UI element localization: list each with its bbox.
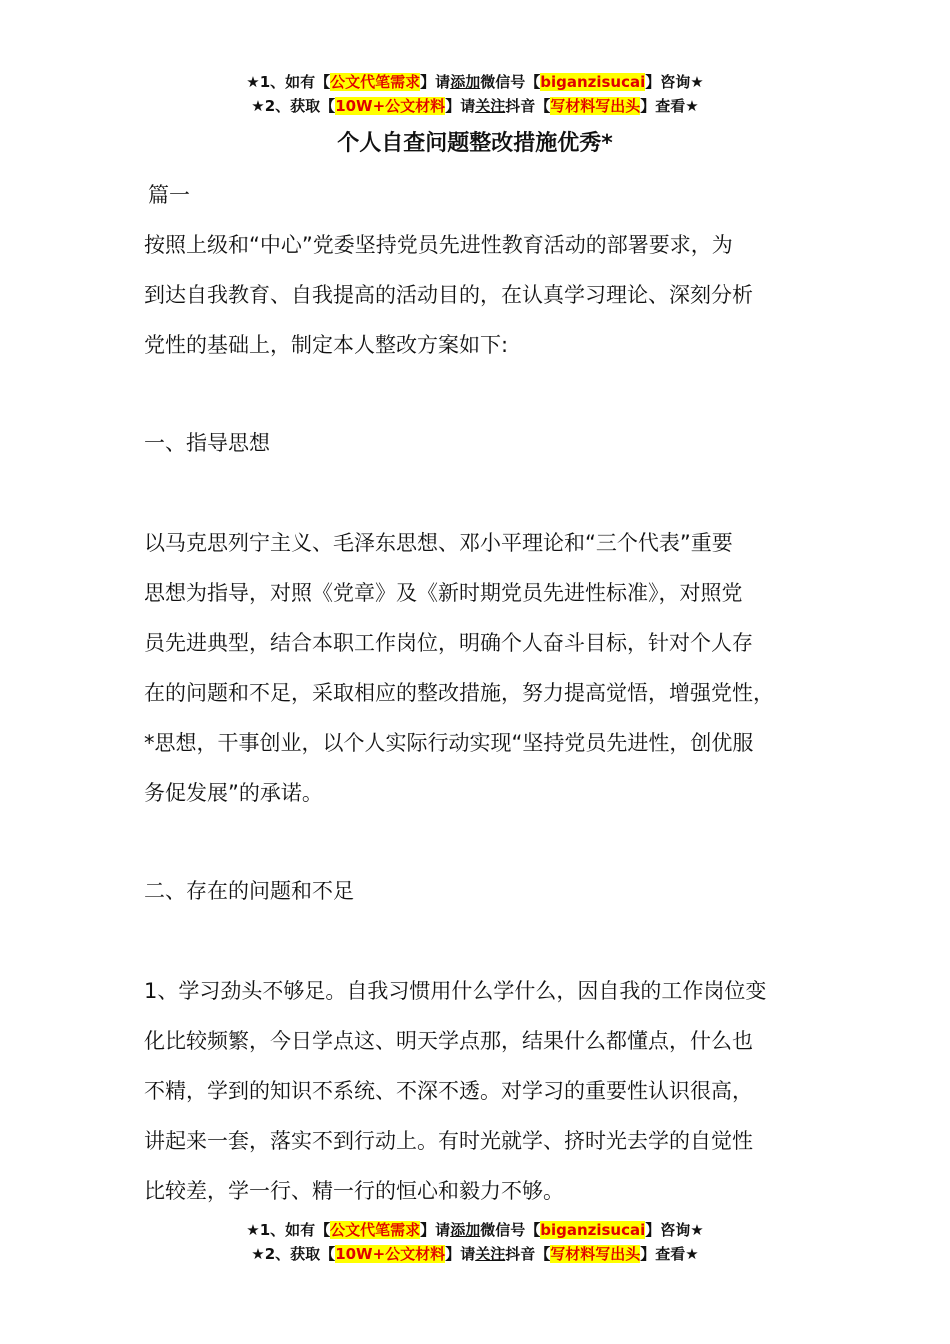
highlight-writing-service: 公文代笔需求 — [330, 73, 421, 91]
bottom-banner — [0, 1218, 950, 1266]
highlight-wechat-id: biganzisucai — [540, 73, 646, 91]
para1-line-3: 员先进典型，结合本职工作岗位，明确个人奋斗目标，针对个人存 — [144, 631, 753, 655]
para1-line-4: 在的问题和不足，采取相应的整改措施，努力提高觉悟，增强党性， — [144, 681, 774, 705]
para2-line-5: 比较差，学一行、精一行的恒心和毅力不够。 — [144, 1179, 564, 1203]
para1-line-2: 思想为指导，对照《党章》及《新时期党员先进性标准》，对照党 — [144, 581, 743, 605]
para2-line-3: 不精，学到的知识不系统、不深不透。对学习的重要性认识很高， — [144, 1079, 753, 1103]
para1-line-5: *思想，干事创业，以个人实际行动实现“坚持党员先进性，创优服 — [144, 731, 754, 755]
intro-line-1: 按照上级和“中心”党委坚持党员先进性教育活动的部署要求，为 — [144, 233, 733, 257]
document-title: 个人自查问题整改措施优秀* — [337, 131, 613, 156]
para1-line-6: 务促发展”的承诺。 — [144, 781, 323, 805]
top-banner — [0, 70, 950, 118]
intro-line-2: 到达自我教育、自我提高的活动目的，在认真学习理论、深刻分析 — [144, 283, 753, 307]
highlight-wechat-id: biganzisucai — [540, 1221, 646, 1239]
banner-line-2: ★2、获取【10W+公文材料】请关注抖音【写材料写出头】查看★ — [251, 97, 699, 115]
intro-line-3: 党性的基础上，制定本人整改方案如下: — [144, 333, 509, 357]
section-label: 篇一 — [148, 183, 190, 207]
para2-line-2: 化比较频繁，今日学点这、明天学点那，结果什么都懂点，什么也 — [144, 1029, 753, 1053]
banner-line-1: ★1、如有【公文代笔需求】请添加微信号【biganzisucai】咨询★ — [246, 1221, 704, 1239]
heading-guiding-thought: 一、指导思想 — [144, 431, 270, 455]
highlight-materials: 10W+公文材料 — [335, 1245, 446, 1263]
para1-line-1: 以马克思列宁主义、毛泽东思想、邓小平理论和“三个代表”重要 — [144, 531, 733, 555]
para2-line-1: 1、学习劲头不够足。自我习惯用什么学什么，因自我的工作岗位变 — [144, 979, 767, 1003]
banner-line-1: ★1、如有【公文代笔需求】请添加微信号【biganzisucai】咨询★ — [246, 73, 704, 91]
highlight-writing-service: 公文代笔需求 — [330, 1221, 421, 1239]
highlight-douyin-account: 写材料写出头 — [550, 1245, 641, 1263]
para2-line-4: 讲起来一套，落实不到行动上。有时光就学、挤时光去学的自觉性 — [144, 1129, 753, 1153]
banner-line-2: ★2、获取【10W+公文材料】请关注抖音【写材料写出头】查看★ — [251, 1245, 699, 1263]
heading-problems: 二、存在的问题和不足 — [144, 879, 354, 903]
highlight-douyin-account: 写材料写出头 — [550, 97, 641, 115]
highlight-materials: 10W+公文材料 — [335, 97, 446, 115]
